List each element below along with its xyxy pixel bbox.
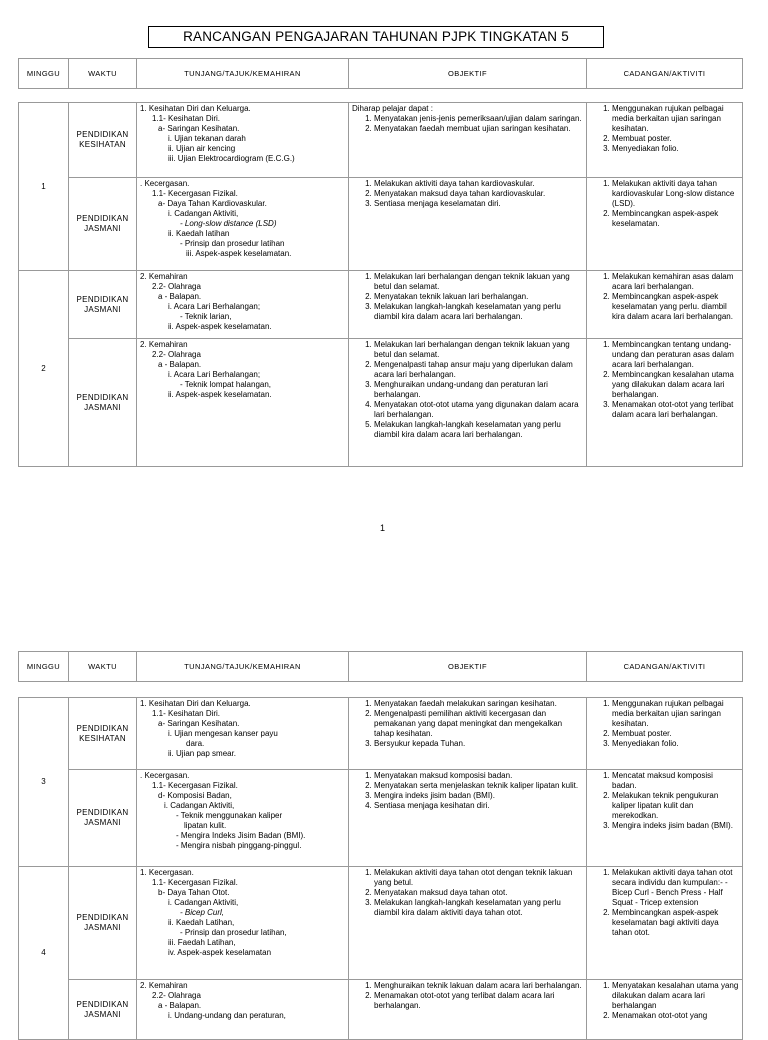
objektif-intro: Diharap pelajar dapat : xyxy=(352,104,433,113)
objektif-item: 3. Sentiasa menjaga keselamatan diri. xyxy=(374,199,583,209)
header-minggu: MINGGU xyxy=(19,59,69,89)
tunjang-line: i. Cadangan Aktiviti, xyxy=(168,898,239,907)
cadangan-item: 1. Melakukan aktiviti daya tahan otot secara individu dan kumpulan:- - Bicep Curl - Bench Press - Half Squat - Tricep extension xyxy=(612,868,739,908)
page-number: 1 xyxy=(380,523,386,533)
tunjang-line: a - Balapan. xyxy=(158,360,202,369)
cadangan-item: 3. Menyediakan folio. xyxy=(612,739,739,749)
objektif-item: 1. Melakukan lari berhalangan dengan teknik lakuan yang betul dan selamat. xyxy=(374,272,583,292)
tunjang-line: 1. Kecergasan. xyxy=(140,868,194,877)
objektif-item: 3. Melakukan langkah-langkah keselamatan yang perlu diambil kira dalam aktiviti daya tahan otot. xyxy=(374,898,583,918)
objektif-cell xyxy=(349,867,587,980)
cadangan-cell xyxy=(587,770,743,867)
waktu-area: PENDIDIKAN KESIHATAN xyxy=(69,698,137,770)
cadangan-item: 1. Melakukan aktiviti daya tahan kardiovaskular Long-slow distance (LSD). xyxy=(612,179,739,209)
page-title: RANCANGAN PENGAJARAN TAHUNAN PJPK TINGKATAN 5 xyxy=(148,26,604,48)
tunjang-line: - Teknik larian, xyxy=(180,312,232,321)
tunjang-line: i. Ujian tekanan darah xyxy=(168,134,246,143)
objektif-cell xyxy=(349,698,587,770)
tunjang-line: - Teknik lompat halangan, xyxy=(180,380,272,389)
tunjang-line: - Prinsip dan prosedur latihan xyxy=(180,239,285,248)
cadangan-item: 2. Membuat poster. xyxy=(612,729,739,739)
tunjang-line: 2.2- Olahraga xyxy=(152,282,201,291)
tunjang-line: iii. Ujian Elektrocardiogram (E.C.G.) xyxy=(168,154,295,163)
objektif-cell xyxy=(349,980,587,1040)
tunjang-line: ii. Aspek-aspek keselamatan. xyxy=(168,322,272,331)
cadangan-list xyxy=(590,868,739,938)
tunjang-cell xyxy=(137,698,349,770)
tunjang-line: - Mengira nisbah pinggang-pinggul. xyxy=(176,841,302,850)
objektif-item: 3. Mengira indeks jisim badan (BMI). xyxy=(374,791,583,801)
waktu-area: PENDIDIKAN JASMANI xyxy=(69,867,137,980)
objektif-item: 1. Melakukan aktiviti daya tahan otot dengan teknik lakuan yang betul. xyxy=(374,868,583,888)
tunjang-line: ii. Ujian pap smear. xyxy=(168,749,237,758)
waktu-area: PENDIDIKAN JASMANI xyxy=(69,178,137,271)
header-waktu: WAKTU xyxy=(69,59,137,89)
tunjang-line: dara. xyxy=(186,739,205,748)
objektif-cell xyxy=(349,339,587,467)
cadangan-item: 3. Mengira indeks jisim badan (BMI). xyxy=(612,821,739,831)
tunjang-line: a - Balapan. xyxy=(158,1001,202,1010)
tunjang-line: 1.1- Kesihatan Diri. xyxy=(152,114,221,123)
plan-table-page-1 xyxy=(18,102,743,467)
cadangan-list xyxy=(590,104,739,154)
header-cadangan: CADANGAN/AKTIVITI xyxy=(587,59,743,89)
objektif-item: 3. Bersyukur kepada Tuhan. xyxy=(374,739,583,749)
waktu-area: PENDIDIKAN JASMANI xyxy=(69,770,137,867)
waktu-area: PENDIDIKAN JASMANI xyxy=(69,980,137,1040)
objektif-list xyxy=(352,771,583,811)
tunjang-line: i. Ujian mengesan kanser payu xyxy=(168,729,278,738)
tunjang-line: - Mengira Indeks Jisim Badan (BMI). xyxy=(176,831,306,840)
objektif-item: 2. Menyatakan serta menjelaskan teknik kaliper lipatan kulit. xyxy=(374,781,583,791)
tunjang-line: 2.2- Olahraga xyxy=(152,350,201,359)
tunjang-line: a- Saringan Kesihatan. xyxy=(158,124,240,133)
objektif-cell xyxy=(349,178,587,271)
tunjang-line: lipatan kulit. xyxy=(184,821,227,830)
tunjang-line: i. Cadangan Aktiviti, xyxy=(164,801,235,810)
cadangan-item: 1. Menggunakan rujukan pelbagai media berkaitan ujian saringan kesihatan. xyxy=(612,699,739,729)
cadangan-item: 1. Mencatat maksud komposisi badan. xyxy=(612,771,739,791)
cadangan-item: 2. Membincangkan aspek-aspek keselamatan bagi aktiviti daya tahan otot. xyxy=(612,908,739,938)
cadangan-item: 2. Membincangkan kesalahan utama yang dilakukan dalam acara lari berhalangan. xyxy=(612,370,739,400)
cadangan-cell xyxy=(587,867,743,980)
tunjang-cell xyxy=(137,271,349,339)
objektif-cell xyxy=(349,271,587,339)
cadangan-item: 2. Membincangkan aspek-aspek keselamatan. xyxy=(612,209,739,229)
tunjang-line: a - Balapan. xyxy=(158,292,202,301)
objektif-item: 4. Sentiasa menjaga kesihatan diri. xyxy=(374,801,583,811)
week-number: 1 xyxy=(19,103,69,271)
objektif-item: 1. Menghuraikan teknik lakuan dalam acara lari berhalangan. xyxy=(374,981,583,991)
tunjang-line: 1. Kesihatan Diri dan Keluarga. xyxy=(140,699,251,708)
header-tunjang: TUNJANG/TAJUK/KEMAHIRAN xyxy=(137,652,349,682)
tunjang-line: i. Undang-undang dan peraturan, xyxy=(168,1011,286,1020)
cadangan-cell xyxy=(587,103,743,178)
header-row-page-1 xyxy=(18,58,743,89)
tunjang-line: - Bicep Curl, xyxy=(180,908,225,917)
tunjang-line: ii. Kaedah Latihan, xyxy=(168,918,235,927)
cadangan-cell xyxy=(587,271,743,339)
cadangan-item: 3. Menyediakan folio. xyxy=(612,144,739,154)
tunjang-line: . Kecergasan. xyxy=(140,179,190,188)
table-row xyxy=(19,698,743,770)
waktu-area: PENDIDIKAN KESIHATAN xyxy=(69,103,137,178)
waktu-area: PENDIDIKAN JASMANI xyxy=(69,339,137,467)
objektif-list xyxy=(352,179,583,209)
tunjang-line: iv. Aspek-aspek keselamatan xyxy=(168,948,272,957)
cadangan-item: 3. Menamakan otot-otot yang terlibat dalam acara lari berhalangan. xyxy=(612,400,739,420)
objektif-item: 1. Melakukan aktiviti daya tahan kardiovaskular. xyxy=(374,179,583,189)
waktu-area: PENDIDIKAN JASMANI xyxy=(69,271,137,339)
table-row xyxy=(19,980,743,1040)
cadangan-item: 2. Membuat poster. xyxy=(612,134,739,144)
objektif-item: 2. Menyatakan teknik lakuan lari berhalangan. xyxy=(374,292,583,302)
header-minggu: MINGGU xyxy=(19,652,69,682)
header-objektif: OBJEKTIF xyxy=(349,59,587,89)
objektif-item: 1. Menyatakan faedah melakukan saringan kesihatan. xyxy=(374,699,583,709)
table-row xyxy=(19,770,743,867)
cadangan-item: 2. Menamakan otot-otot yang xyxy=(612,1011,739,1021)
cadangan-item: 1. Membincangkan tentang undang-undang dan peraturan asas dalam acara lari berhalangan. xyxy=(612,340,739,370)
objektif-item: 5. Melakukan langkah-langkah keselamatan yang perlu diambil kira dalam acara lari berhalangan. xyxy=(374,420,583,440)
objektif-item: 2. Menyatakan maksud daya tahan otot. xyxy=(374,888,583,898)
tunjang-line: d- Komposisi Badan, xyxy=(158,791,232,800)
plan-table-page-2 xyxy=(18,697,743,1040)
cadangan-item: 2. Membincangkan aspek-aspek keselamatan yang perlu. diambil kira dalam acara lari berhalangan. xyxy=(612,292,739,322)
tunjang-line: a- Daya Tahan Kardiovaskular. xyxy=(158,199,267,208)
header-tunjang: TUNJANG/TAJUK/KEMAHIRAN xyxy=(137,59,349,89)
objektif-item: 2. Mengenalpasti pemilihan aktiviti kecergasan dan pemakanan yang dapat meningkat dan mengekalkan tahap kesihatan. xyxy=(374,709,583,739)
objektif-list xyxy=(352,340,583,440)
table-row xyxy=(19,178,743,271)
objektif-list xyxy=(352,699,583,749)
tunjang-cell xyxy=(137,103,349,178)
tunjang-cell xyxy=(137,178,349,271)
objektif-item: 2. Menyatakan maksud daya tahan kardiovaskular. xyxy=(374,189,583,199)
objektif-item: 1. Melakukan lari berhalangan dengan teknik lakuan yang betul dan selamat. xyxy=(374,340,583,360)
header-objektif: OBJEKTIF xyxy=(349,652,587,682)
objektif-list xyxy=(352,114,583,134)
tunjang-line: iii. Aspek-aspek keselamatan. xyxy=(186,249,292,258)
tunjang-line: i. Cadangan Aktiviti, xyxy=(168,209,239,218)
cadangan-item: 1. Menggunakan rujukan pelbagai media berkaitan ujian saringan kesihatan. xyxy=(612,104,739,134)
objektif-cell xyxy=(349,770,587,867)
objektif-list xyxy=(352,868,583,918)
tunjang-line: i. Acara Lari Berhalangan; xyxy=(168,370,261,379)
tunjang-line: iii. Faedah Latihan, xyxy=(168,938,236,947)
table-row xyxy=(19,867,743,980)
objektif-item: 1. Menyatakan jenis-jenis pemeriksaan/ujian dalam saringan. xyxy=(374,114,583,124)
tunjang-line: ii. Aspek-aspek keselamatan. xyxy=(168,390,272,399)
objektif-cell xyxy=(349,103,587,178)
objektif-list xyxy=(352,981,583,1011)
tunjang-line: ii. Ujian air kencing xyxy=(168,144,236,153)
tunjang-line: 2. Kemahiran xyxy=(140,340,188,349)
cadangan-item: 1. Menyatakan kesalahan utama yang dilakukan dalam acara lari berhalangan xyxy=(612,981,739,1011)
tunjang-line: 1.1- Kecergasan Fizikal. xyxy=(152,189,238,198)
week-number: 2 xyxy=(19,271,69,467)
cadangan-list xyxy=(590,272,739,322)
tunjang-line: 2. Kemahiran xyxy=(140,981,188,990)
table-row xyxy=(19,339,743,467)
tunjang-line: - Teknik menggunakan kaliper xyxy=(176,811,283,820)
tunjang-line: b- Daya Tahan Otot. xyxy=(158,888,230,897)
tunjang-cell xyxy=(137,770,349,867)
tunjang-line: 1.1- Kecergasan Fizikal. xyxy=(152,781,238,790)
tunjang-line: 1.1- Kesihatan Diri. xyxy=(152,709,221,718)
objektif-item: 2. Mengenalpasti tahap ansur maju yang diperlukan dalam acara lari berhalangan. xyxy=(374,360,583,380)
header-waktu: WAKTU xyxy=(69,652,137,682)
table-row xyxy=(19,271,743,339)
tunjang-line: i. Acara Lari Berhalangan; xyxy=(168,302,261,311)
tunjang-line: 1.1- Kecergasan Fizikal. xyxy=(152,878,238,887)
tunjang-line: - Long-slow distance (LSD) xyxy=(180,219,277,228)
objektif-item: 2. Menamakan otot-otot yang terlibat dalam acara lari berhalangan. xyxy=(374,991,583,1011)
tunjang-line: 1. Kesihatan Diri dan Keluarga. xyxy=(140,104,251,113)
tunjang-line: a- Saringan Kesihatan. xyxy=(158,719,240,728)
objektif-item: 3. Menghuraikan undang-undang dan peraturan lari berhalangan. xyxy=(374,380,583,400)
cadangan-cell xyxy=(587,980,743,1040)
tunjang-cell xyxy=(137,339,349,467)
cadangan-list xyxy=(590,340,739,420)
cadangan-cell xyxy=(587,178,743,271)
cadangan-item: 1. Melakukan kemahiran asas dalam acara lari berhalangan. xyxy=(612,272,739,292)
cadangan-list xyxy=(590,981,739,1021)
tunjang-line: 2.2- Olahraga xyxy=(152,991,201,1000)
objektif-item: 1. Menyatakan maksud komposisi badan. xyxy=(374,771,583,781)
objektif-item: 2. Menyatakan faedah membuat ujian saringan kesihatan. xyxy=(374,124,583,134)
cadangan-list xyxy=(590,699,739,749)
tunjang-line: . Kecergasan. xyxy=(140,771,190,780)
cadangan-item: 2. Melakukan teknik pengukuran kaliper lipatan kulit dan merekodkan. xyxy=(612,791,739,821)
tunjang-line: 2. Kemahiran xyxy=(140,272,188,281)
cadangan-cell xyxy=(587,339,743,467)
table-row xyxy=(19,103,743,178)
cadangan-list xyxy=(590,771,739,831)
cadangan-list xyxy=(590,179,739,229)
tunjang-cell xyxy=(137,867,349,980)
week-number: 3 xyxy=(19,698,69,867)
cadangan-cell xyxy=(587,698,743,770)
tunjang-line: - Prinsip dan prosedur latihan, xyxy=(180,928,287,937)
objektif-list xyxy=(352,272,583,322)
objektif-item: 3. Melakukan langkah-langkah keselamatan yang perlu diambil kira dalam acara lari berhalangan. xyxy=(374,302,583,322)
tunjang-line: ii. Kaedah latihan xyxy=(168,229,230,238)
week-number: 4 xyxy=(19,867,69,1040)
objektif-item: 4. Menyatakan otot-otot utama yang digunakan dalam acara lari berhalangan. xyxy=(374,400,583,420)
tunjang-cell xyxy=(137,980,349,1040)
header-cadangan: CADANGAN/AKTIVITI xyxy=(587,652,743,682)
header-row-page-2 xyxy=(18,651,743,682)
